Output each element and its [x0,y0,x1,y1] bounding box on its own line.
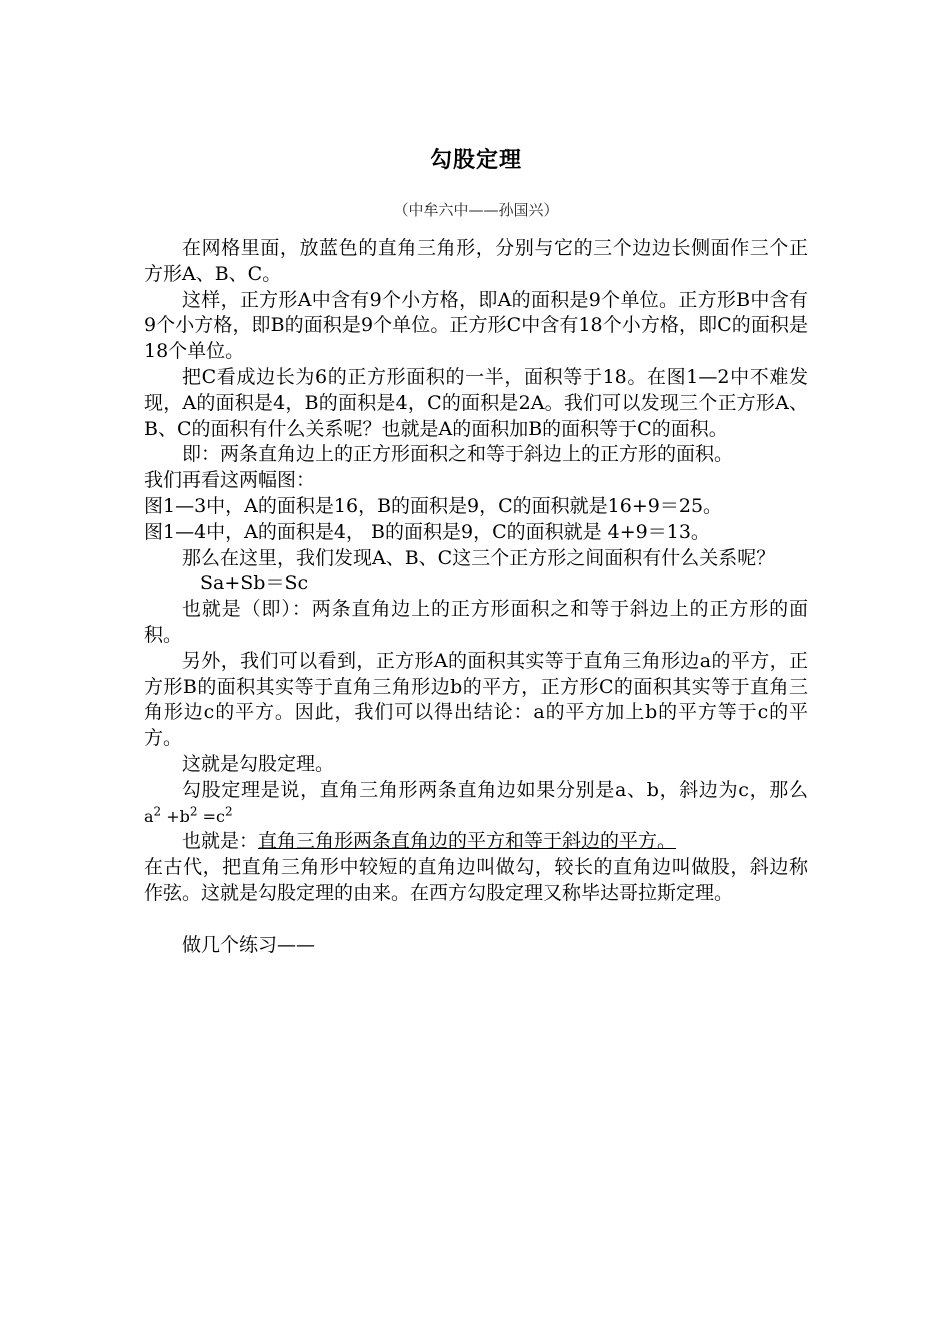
blank-line [144,907,808,933]
formula-area-sum: Sa+Sb＝Sc [200,572,309,595]
formula-sup-c: 2 [225,804,233,819]
formula-eq-c: =c [197,806,226,826]
theorem-statement-text: 勾股定理是说，直角三角形两条直角边如果分别是a、b，斜边为c，那么 [182,778,808,801]
paragraph-look-figures: 我们再看这两幅图： [144,469,316,492]
paragraph-history: 在古代，把直角三角形中较短的直角边叫做勾，较长的直角边叫做股，斜边称作弦。这就是勾股定理的由来。在西方勾股定理又称毕达哥拉斯定理。 [144,856,808,904]
formula-sup-a: 2 [153,804,162,819]
underlined-statement: 直角三角形两条直角边的平方和等于斜边的平方。 [258,830,677,853]
paragraph-exercises: 做几个练习—— [182,933,316,956]
paragraph-figure-1-4: 图1—4中，A的面积是4， B的面积是9，C的面积就是 4+9＝13。 [144,520,710,543]
theorem-formula [144,804,233,826]
paragraph-intro: 在网格里面，放蓝色的直角三角形，分别与它的三个边边长侧面作三个正方形A、B、C。 [144,237,808,285]
formula-plus-b: +b [161,806,190,826]
document-title: 勾股定理 [429,148,522,173]
paragraph-squares: 这样，正方形A中含有9个小方格，即A的面积是9个单位。正方形B中含有9个小方格，即B的面积是9个单位。正方形C中含有18个小方格，即C的面积是18个单位。 [144,288,808,363]
document-author: （中牟六中——孙国兴） [393,201,559,219]
paragraph-figure-1-3: 图1—3中，A的面积是16，B的面积是9，C的面积就是16+9＝25。 [144,494,723,517]
paragraph-figure-1-2: 把C看成边长为6的正方形面积的一半，面积等于18。在图1—2中不难发现，A的面积是4，B的面积是4，C的面积是2A。我们可以发现三个正方形A、B、C的面积有什么关系呢？也就是A的面积加B的面积等于C的面积。 [144,365,808,440]
also-is-prefix: 也就是： [182,830,259,853]
paragraph-conclusion-2: 也就是（即）：两条直角边上的正方形面积之和等于斜边上的正方形的面积。 [144,598,808,646]
paragraph-conclusion-1: 即：两条直角边上的正方形面积之和等于斜边上的正方形的面积。 [182,443,734,466]
formula-a: a [144,806,154,826]
paragraph-squares-sides: 另外，我们可以看到，正方形A的面积其实等于直角三角形边a的平方，正方形B的面积其实等于直角三角形边b的平方，正方形C的面积其实等于直角三角形边c的平方。因此，我们可以得出结论：a的平方加上b的平方等于c的平方。 [144,649,808,750]
paragraph-question: 那么在这里，我们发现A、B、C这三个正方形之间面积有什么关系呢？ [182,546,776,569]
formula-sup-b: 2 [189,804,198,819]
paragraph-theorem-name: 这就是勾股定理。 [182,752,335,775]
document-body [144,236,808,958]
paragraph-theorem-statement [144,778,808,830]
paragraph-also-is [144,829,808,855]
